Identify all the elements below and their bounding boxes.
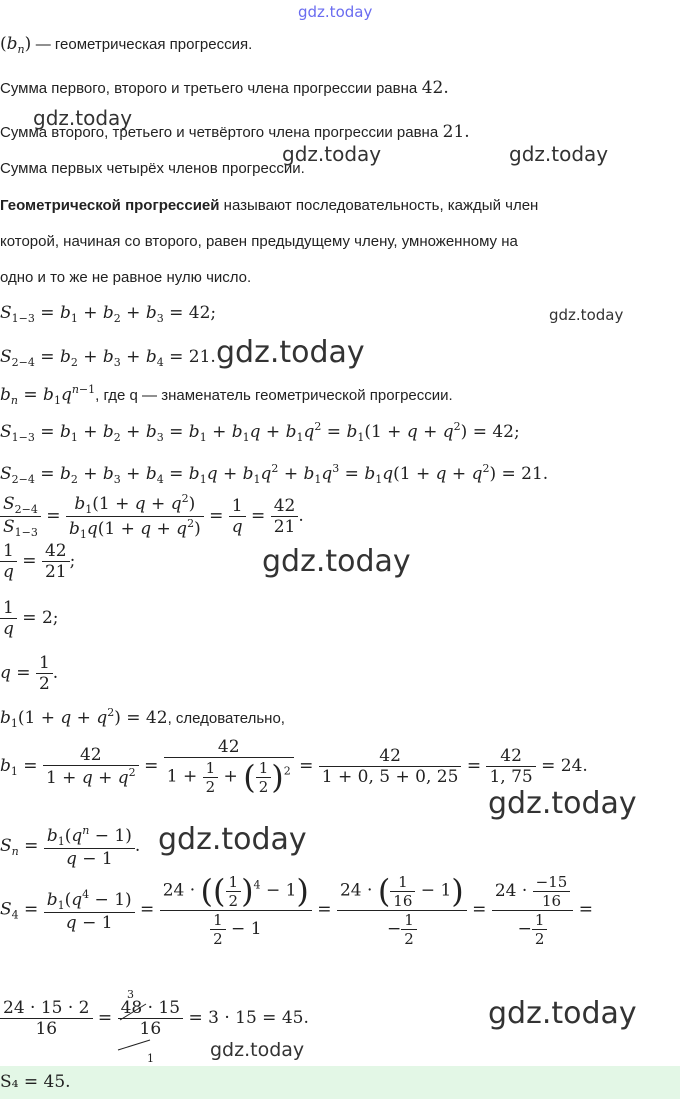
equation-1-over-q-2: $\frac{1}{q}$ = 2;	[0, 598, 59, 639]
watermark: gdz.today	[549, 306, 624, 324]
condition-1-value: 42.	[421, 78, 449, 98]
watermark: gdz.today	[216, 335, 365, 370]
equation-q-value: q = $\frac{1}{2}$ .	[0, 653, 59, 694]
definition-line-1-rest: называют последовательность, каждый член	[223, 197, 539, 214]
equation-final-simplification: $\frac{24 \cdot 15 \cdot 2}{16}$ = $\frac{48 \cdot 15}{16}$ = 3 · 15 = 45.	[0, 998, 309, 1039]
condition-1-text: Сумма первого, второго и третьего члена прогрессии равна	[0, 80, 418, 97]
watermark: gdz.today	[282, 142, 382, 166]
equation-1-over-q-1: $\frac{1}{q}$ = $\frac{42}{21}$ ;	[0, 541, 75, 582]
watermark: gdz.today	[509, 142, 609, 166]
cancel-mark-1: 1	[147, 1052, 154, 1065]
answer-text: S₄ = 45.	[0, 1072, 71, 1092]
watermark: gdz.today	[262, 544, 411, 579]
watermark: gdz.today	[158, 822, 307, 857]
equation-s13-expanded: $S_{1-3} = b_1 + b_2 + b_3 = b_1 + b_1q + b_1q^2 = b_1(1 + q + q^2) = 42$;	[0, 420, 520, 444]
nth-term-formula-line: $b_n = b_1q^{n-1}$, где q — знаменатель геометрической прогрессии.	[0, 383, 453, 407]
equation-ratio: $\frac{S_{2-4}}{S_{1-3}}$ = $\frac{b_1(1 + q + q^2)}{b_1q(1 + q + q^2)}$ = $\frac{1}{q}$ = $\frac{42}{21}$ .	[0, 492, 304, 541]
watermark: gdz.today	[33, 106, 133, 130]
consequently-line: $b_1(1 + q + q^2) = 42$, следовательно,	[0, 706, 285, 730]
condition-2-text: Сумма второго, третьего и четвёртого члена прогрессии равна	[0, 124, 439, 141]
watermark: gdz.today	[210, 1039, 305, 1061]
equation-s24-sum: $S_{2-4} = b_2 + b_3 + b_4 = 21$.	[0, 347, 216, 369]
definition-line-3: одно и то же не равное нулю число.	[0, 269, 252, 286]
answer-box	[0, 1066, 680, 1099]
equation-b1-value: $b_1$ = $\frac{42}{1 + q + q^2}$ = 42 1 + $\frac{1}{2}$ + ( $\frac{1}{2}$ )$^2$ = $\frac{42}{1 + 0, 5 + 0, 25}$ = $\frac{42}{1, 75}$ = 24.	[0, 737, 588, 796]
watermark: gdz.today	[488, 786, 637, 821]
definition-line-2: которой, начиная со второго, равен предыдущему члену, умноженному на	[0, 233, 518, 250]
equation-sn-formula: $S_n$ = $\frac{b_1(q^n - 1)}{q - 1}$ .	[0, 824, 141, 869]
equation-s4-computation: $S_4$ = $\frac{b_1(q^4 - 1)}{q - 1}$ = 24 · (( $\frac{1}{2}$ )$^4$ − 1) $\frac{1}{2}$ − 1 = 24 · ( $\frac{1}{16}$ − 1) − $\frac{1}{2}$ = 24 · $\frac{-15}{16}$ − $\frac{1}{2}$ =	[0, 872, 593, 948]
given-sequence-text: — геометрическая прогрессия.	[35, 36, 253, 53]
equation-s24-expanded: $S_{2-4} = b_2 + b_3 + b_4 = b_1q + b_1q^2 + b_1q^3 = b_1q(1 + q + q^2) = 21$.	[0, 462, 549, 486]
cancel-mark-3: 3	[127, 988, 134, 1001]
condition-2-value: 21.	[442, 122, 470, 142]
equation-s13-sum: $S_{1-3} = b_1 + b_2 + b_3 = 42$;	[0, 303, 217, 325]
watermark-top: gdz.today	[298, 3, 373, 21]
nth-term-note: , где q — знаменатель геометрической прогрессии.	[95, 387, 453, 404]
find-text: Сумма первых четырёх членов прогрессии.	[0, 160, 305, 177]
watermark: gdz.today	[488, 996, 637, 1031]
given-sequence-line: $(b_n)$ — геометрическая прогрессия.	[0, 34, 253, 56]
consequently-text: , следовательно,	[167, 710, 285, 727]
definition-term: Геометрической прогрессией	[0, 197, 220, 214]
